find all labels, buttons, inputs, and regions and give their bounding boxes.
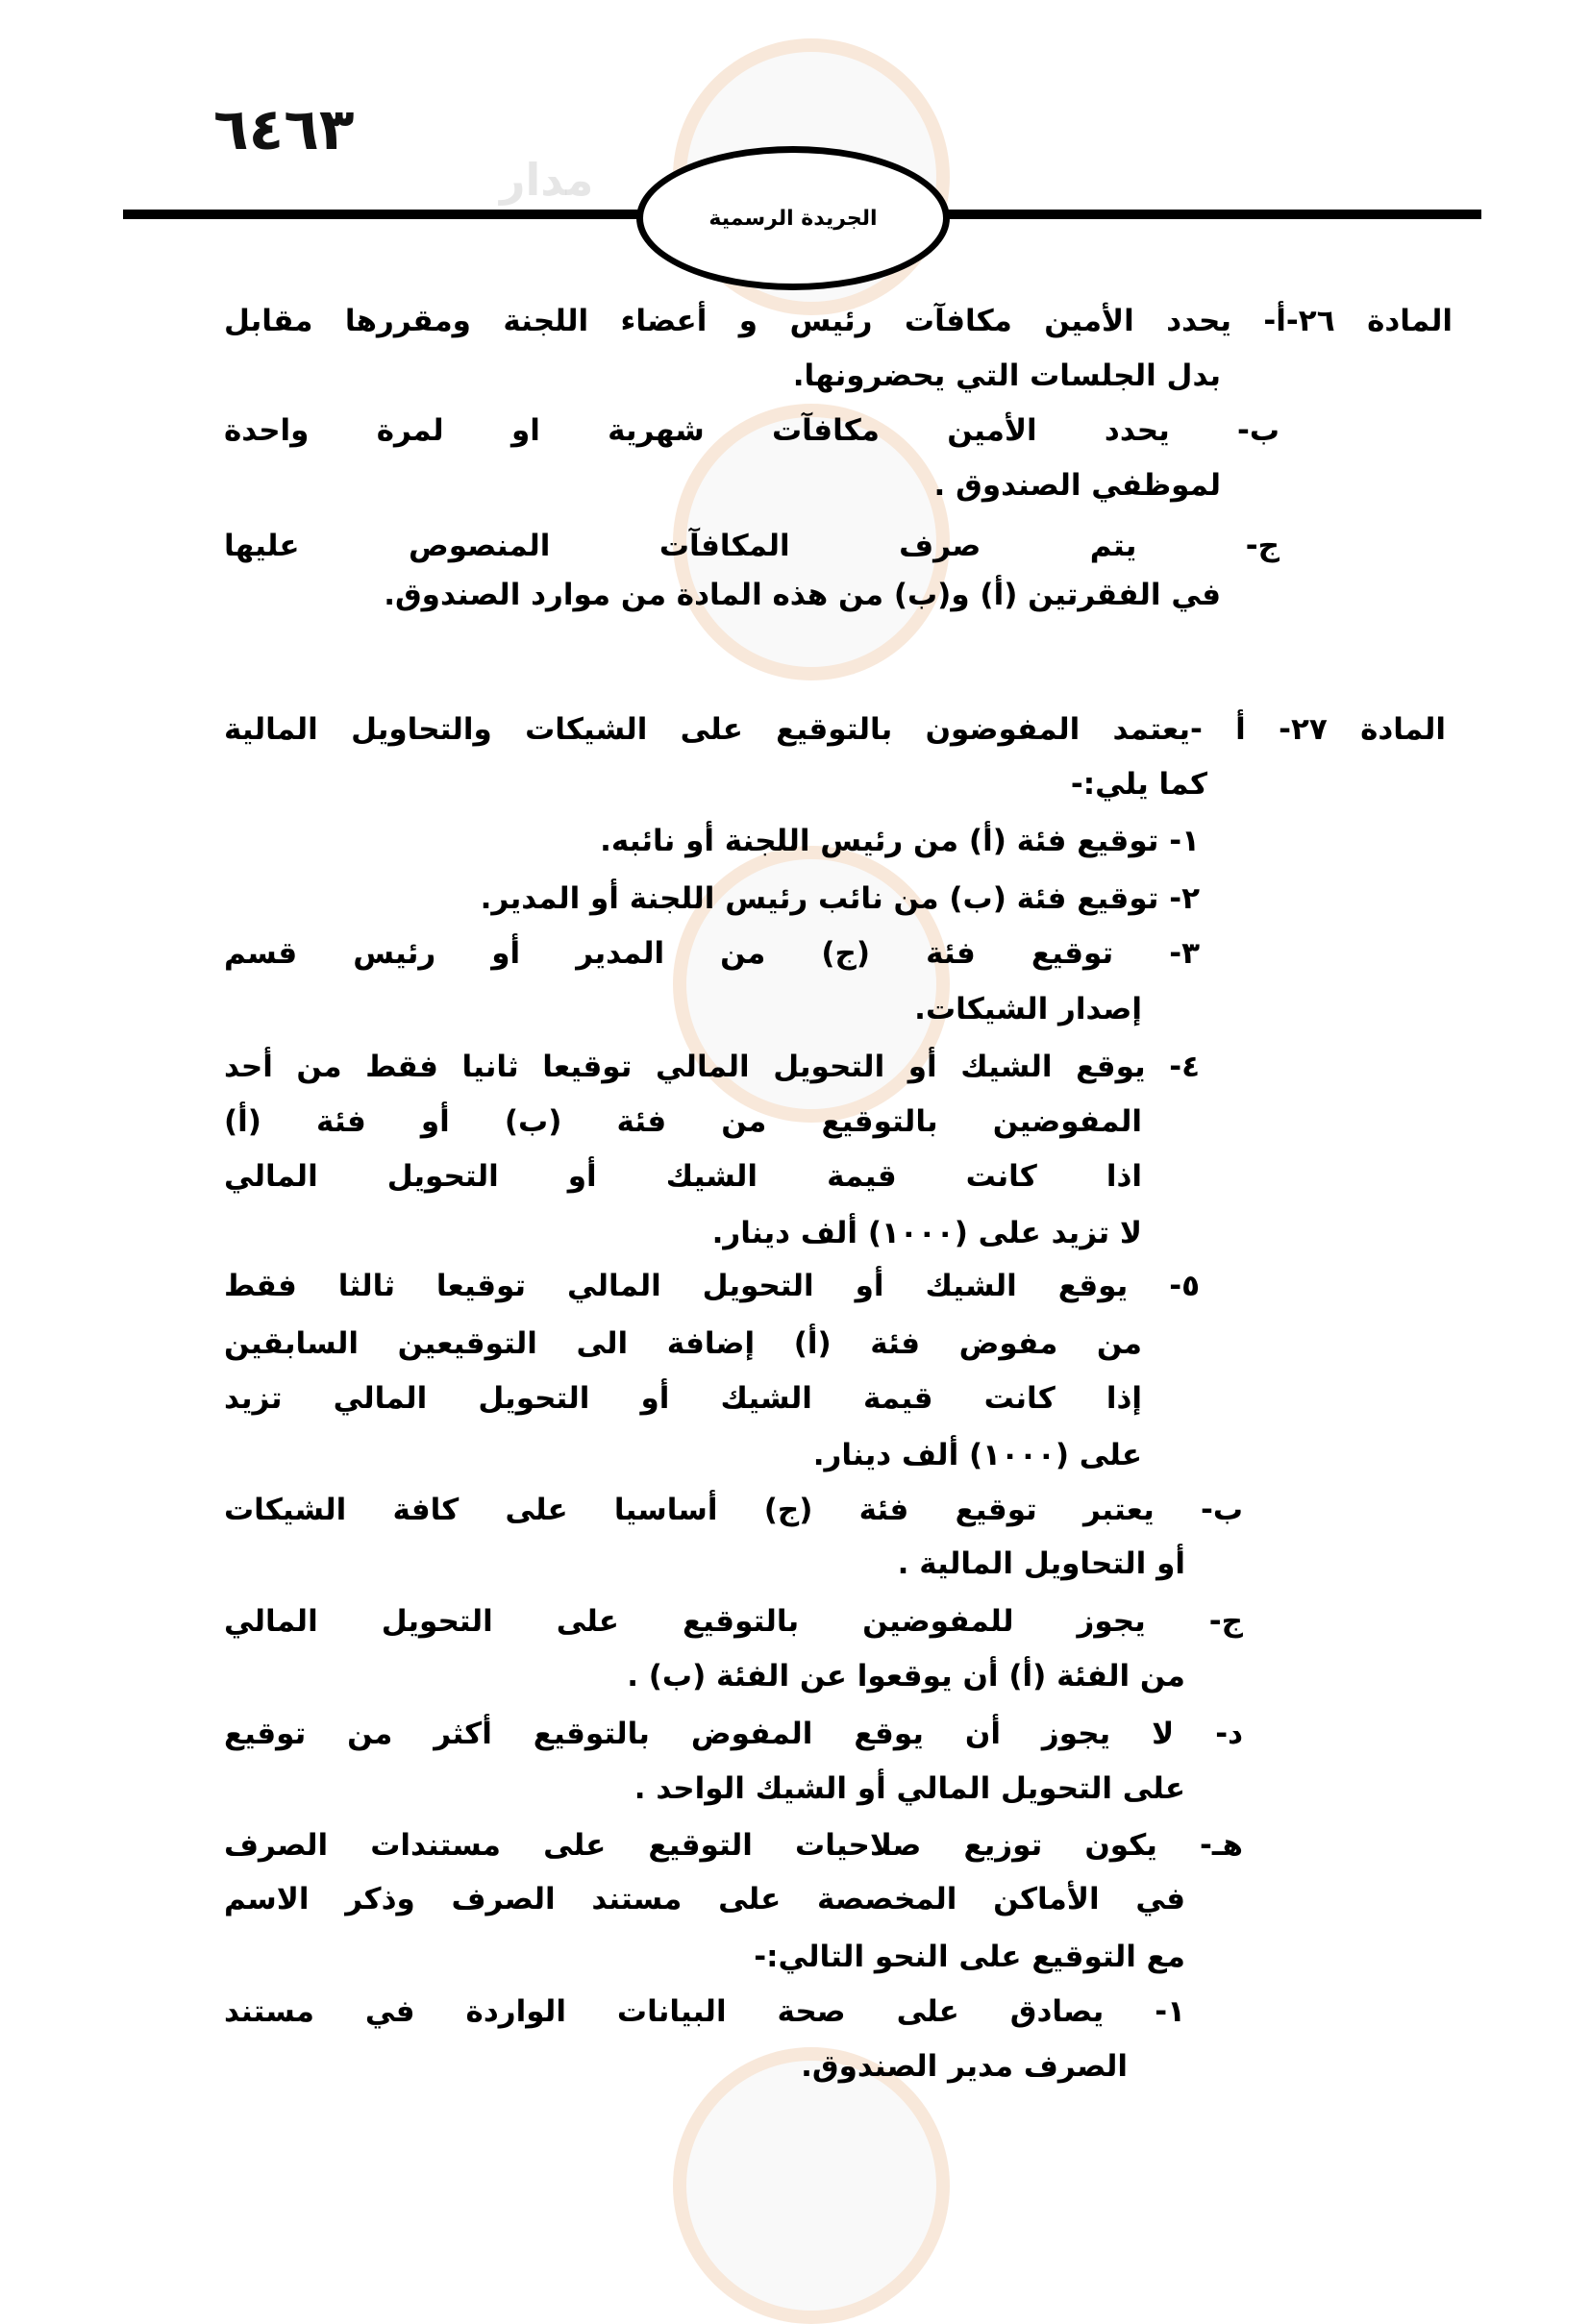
article-27-line: على التحويل المالي أو الشيك الواحد . (634, 1771, 1185, 1806)
watermark-text: مدار (500, 154, 594, 206)
article-27-line: إصدار الشيكات. (914, 992, 1142, 1026)
article-26-line: في الفقرتين (أ) و(ب) من هذه المادة من موارد الصندوق. (384, 578, 1221, 612)
article-27-line: من الفئة (أ) أن يوقعوا عن الفئة (ب) . (627, 1659, 1185, 1694)
article-27-line: ١- يصادق على صحة البيانات الواردة في مستند (224, 1994, 1185, 2029)
article-26-line: المادة ٢٦-أ- يحدد الأمين مكافآت رئيس و أعضاء اللجنة ومقررها مقابل (224, 304, 1453, 338)
article-27-line: ١- توقيع فئة (أ) من رئيس اللجنة أو نائبه. (600, 824, 1200, 858)
gazette-title: الجريدة الرسمية (708, 206, 878, 231)
article-27-line: لا تزيد على (١٠٠٠) ألف دينار. (711, 1216, 1142, 1250)
article-27-line: ٣- توقيع فئة (ج) من المدير أو رئيس قسم (224, 936, 1200, 971)
article-27-line: في الأماكن المخصصة على مستند الصرف وذكر الاسم (224, 1882, 1185, 1916)
article-27-line: د- لا يجوز أن يوقع المفوض بالتوقيع أكثر من توقيع (224, 1717, 1243, 1751)
gazette-title-badge (636, 146, 950, 290)
article-26-line: ج- يتم صرف المكافآت المنصوص عليها (224, 529, 1279, 563)
article-27-line: ب- يعتبر توقيع فئة (ج) أساسيا على كافة الشيكات (224, 1493, 1243, 1527)
article-27-line: مع التوقيع على النحو التالي:- (754, 1940, 1185, 1974)
article-27-line: الصرف مدير الصندوق. (801, 2049, 1128, 2084)
article-27-line: اذا كانت قيمة الشيك أو التحويل المالي (224, 1159, 1142, 1194)
page-number: ٦٤٦٣ (213, 96, 355, 163)
article-27-line: هـ- يكون توزيع صلاحيات التوقيع على مستندات الصرف (224, 1828, 1243, 1863)
article-26-line: بدل الجلسات التي يحضرونها. (792, 358, 1221, 393)
article-27-line: أو التحاويل المالية . (897, 1546, 1185, 1581)
article-27-line: المفوضين بالتوقيع من فئة (ب) أو فئة (أ) (224, 1104, 1142, 1139)
article-27-line: كما يلي:- (1070, 767, 1207, 802)
article-27-line: المادة ٢٧- أ -يعتمد المفوضون بالتوقيع على الشيكات والتحاويل المالية (224, 712, 1446, 747)
article-27-line: على (١٠٠٠) ألف دينار. (812, 1438, 1142, 1472)
article-27-line: من مفوض فئة (أ) إضافة الى التوقيعين السابقين (224, 1326, 1142, 1361)
article-27-line: ٢- توقيع فئة (ب) من نائب رئيس اللجنة أو المدير. (480, 881, 1200, 916)
article-27-line: ٤- يوقع الشيك أو التحويل المالي توقيعا ثانيا فقط من أحد (224, 1050, 1200, 1084)
article-26-line: لموظفي الصندوق . (933, 468, 1221, 503)
article-27-line: إذا كانت قيمة الشيك أو التحويل المالي تزيد (224, 1381, 1142, 1416)
article-26-line: ب- يحدد الأمين مكافآت شهرية او لمرة واحدة (224, 413, 1279, 448)
article-27-line: ج- يجوز للمفوضين بالتوقيع على التحويل المالي (224, 1604, 1243, 1639)
article-27-line: ٥- يوقع الشيك أو التحويل المالي توقيعا ثالثا فقط (224, 1269, 1200, 1303)
